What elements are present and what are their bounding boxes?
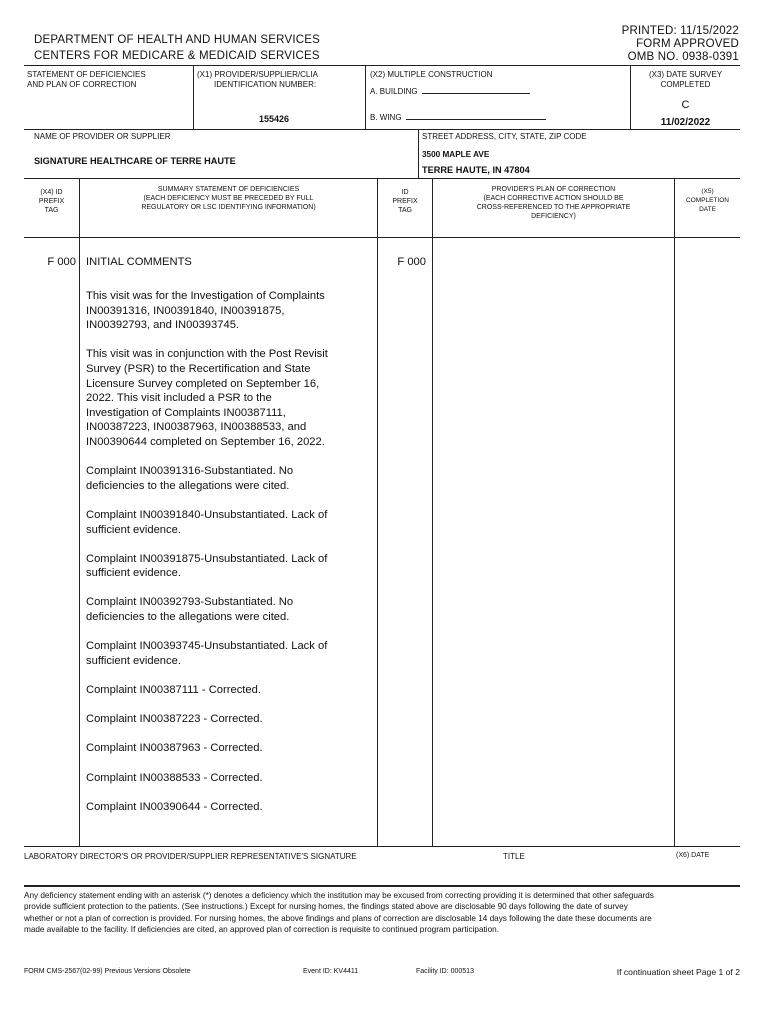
disclaimer-text: Any deficiency statement ending with an asterisk (*) denotes a deficiency which the institution may be excused from correcting providing it is determined that other safeguards provide sufficient protection to the patients. (See instructions.) Except for nursing homes, the findings stated above are disclosable 90 days following the date of survey whether or not a plan of correction is provided. For nursing homes, the above findings and plans of correction are disclosable 14 days following the date these documents are made available to the facility. If deficiencies are cited, an approved plan of correction is requisite to continued program participation.	[24, 891, 654, 934]
plan-line-1: PROVIDER'S PLAN OF CORRECTION	[491, 186, 616, 193]
rule-v2	[365, 65, 366, 129]
facility-id: Facility ID: 000513	[416, 968, 474, 975]
survey-completed-date: 11/02/2022	[660, 117, 711, 128]
provider-name: SIGNATURE HEALTHCARE OF TERRE HAUTE	[34, 156, 236, 166]
x4-line-3: TAG	[44, 207, 59, 214]
comments-body	[86, 289, 374, 829]
paragraph: Complaint IN00387111 - Corrected.	[86, 684, 261, 697]
left-prefix-tag: F 000	[47, 256, 76, 268]
plan-line-3: CROSS-REFERENCED TO THE APPROPRIATE	[476, 204, 631, 211]
x2-wing-row	[370, 113, 546, 123]
x4-header	[24, 188, 79, 215]
rule-v4	[418, 129, 419, 178]
x2-label: (X2) MULTIPLE CONSTRUCTION	[370, 70, 493, 79]
x2-building-label: A. BUILDING	[370, 87, 418, 96]
department-name: DEPARTMENT OF HEALTH AND HUMAN SERVICES	[34, 34, 320, 46]
paragraph: Complaint IN00387223 - Corrected.	[86, 713, 263, 726]
rule-v1	[193, 65, 194, 129]
x3-label-2: COMPLETED	[660, 80, 711, 89]
statement-label-1: STATEMENT OF DEFICIENCIES	[27, 70, 146, 79]
wing-blank[interactable]	[406, 119, 546, 120]
plan-header	[433, 185, 674, 221]
rule-col4	[674, 178, 675, 846]
provider-name-label: NAME OF PROVIDER OR SUPPLIER	[34, 132, 171, 141]
paragraph: Complaint IN00388533 - Corrected.	[86, 771, 263, 784]
paragraph: Complaint IN00391840-Unsubstantiated. Lack of sufficient evidence.	[86, 508, 328, 536]
statement-label-2: AND PLAN OF CORRECTION	[27, 80, 137, 89]
rule-provider	[24, 129, 740, 130]
x3-code: C	[681, 99, 690, 111]
summary-line-3: REGULATORY OR LSC IDENTIFYING INFORMATION)	[141, 204, 316, 211]
printed-date: PRINTED: 11/15/2022	[621, 25, 739, 37]
event-id: Event ID: KV4411	[303, 968, 359, 975]
street-address: 3500 MAPLE AVE	[422, 150, 490, 159]
rule-content	[24, 237, 740, 238]
form-identifier: FORM CMS-2567(02-99) Previous Versions Obsolete	[24, 968, 191, 975]
rule-top	[24, 65, 740, 66]
rule-signature	[24, 846, 740, 847]
rule-footer	[24, 885, 740, 887]
right-prefix-tag: F 000	[397, 256, 426, 268]
x5-line-2: COMPLETION	[686, 197, 729, 204]
agency-name: CENTERS FOR MEDICARE & MEDICAID SERVICES	[34, 50, 320, 62]
title-label: TITLE	[503, 852, 525, 861]
paragraph: Complaint IN00391875-Unsubstantiated. Lack of sufficient evidence.	[86, 552, 328, 580]
x5-line-3: DATE	[699, 206, 716, 213]
address-label: STREET ADDRESS, CITY, STATE, ZIP CODE	[422, 132, 587, 141]
x1-label-2: IDENTIFICATION NUMBER:	[214, 80, 317, 89]
paragraph: Complaint IN00393745-Unsubstantiated. Lack of sufficient evidence.	[86, 640, 328, 667]
x2-building-row	[370, 87, 530, 97]
x4-line-1: (X4) ID	[40, 189, 63, 196]
continuation-page: If continuation sheet Page 1 of 2	[616, 967, 740, 977]
summary-line-1: SUMMARY STATEMENT OF DEFICIENCIES	[157, 186, 300, 193]
paragraph: Complaint IN00392793-Substantiated. No deficiencies to the allegations were cited.	[86, 596, 294, 624]
id-header	[378, 188, 432, 215]
rule-columns	[24, 178, 740, 179]
id-line-2: PREFIX	[392, 198, 418, 205]
rule-col3	[432, 178, 433, 846]
paragraph: This visit was for the Investigation of Complaints IN00391316, IN00391840, IN00391875, IN00392793, and IN00393745.	[86, 290, 325, 332]
id-line-1: ID	[401, 189, 409, 196]
paragraph: Complaint IN00390644 - Corrected.	[86, 800, 263, 813]
x5-header	[675, 187, 740, 214]
id-line-3: TAG	[398, 207, 412, 214]
x4-line-2: PREFIX	[38, 198, 65, 205]
rule-col2	[377, 178, 378, 846]
signature-label: LABORATORY DIRECTOR'S OR PROVIDER/SUPPLIER REPRESENTATIVE'S SIGNATURE	[24, 852, 357, 861]
provider-id-number: 155426	[259, 114, 290, 124]
city-state-zip: TERRE HAUTE, IN 47804	[422, 165, 530, 175]
form-approved: FORM APPROVED	[636, 38, 739, 50]
building-blank[interactable]	[422, 93, 530, 94]
x1-label-1: (X1) PROVIDER/SUPPLIER/CLIA	[197, 70, 318, 79]
paragraph: Complaint IN00391316-Substantiated. No deficiencies to the allegations were cited.	[86, 465, 294, 492]
paragraph: This visit was in conjunction with the Post Revisit Survey (PSR) to the Recertification and State Licensure Survey completed on September 16, 2022. This visit included a PSR to the Investigation of Complaints IN00387111, IN00387223, IN00387963, IN00388533, and IN00390644 completed on September 16, 2022.	[86, 348, 328, 448]
paragraph: Complaint IN00387963 - Corrected.	[86, 742, 263, 755]
x6-date-label: (X6) DATE	[676, 852, 710, 859]
x5-line-1: (X5)	[701, 188, 714, 195]
initial-comments-heading: INITIAL COMMENTS	[86, 256, 192, 268]
omb-number: OMB NO. 0938-0391	[627, 51, 739, 63]
plan-line-4: DEFICIENCY)	[531, 213, 576, 220]
summary-line-2: (EACH DEFICIENCY MUST BE PRECEDED BY FULL	[143, 195, 314, 202]
rule-col1	[79, 178, 80, 846]
x2-wing-label: B. WING	[370, 113, 402, 122]
x3-label-1: (X3) DATE SURVEY	[648, 70, 723, 79]
plan-line-2: (EACH CORRECTIVE ACTION SHOULD BE	[483, 195, 624, 202]
summary-header	[80, 185, 377, 212]
